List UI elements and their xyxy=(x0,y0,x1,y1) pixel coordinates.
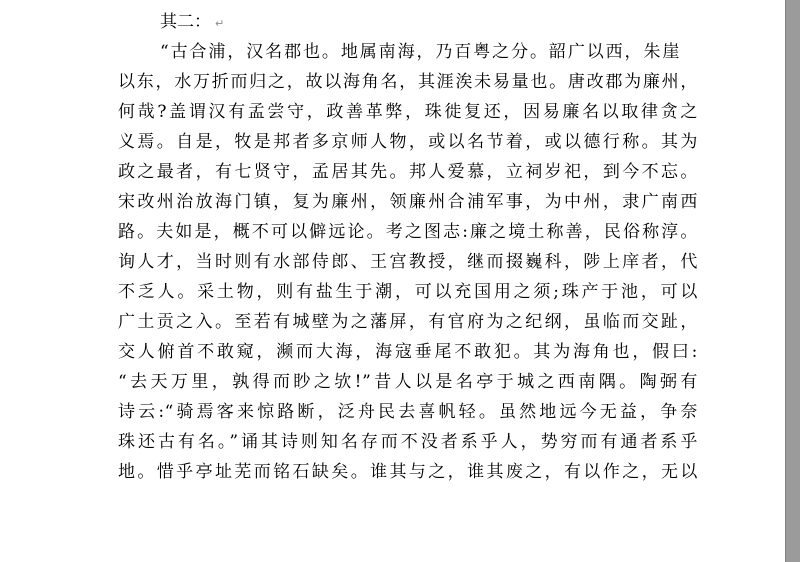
text-line-11: 交人俯首不敢窥，濒而大海，海寇垂尾不敢犯。其为海角也，假曰: xyxy=(118,342,698,362)
app-background xyxy=(786,0,800,562)
text-line-3: 何哉?盖谓汉有孟尝守，政善革弊，珠徙复还，因易廉名以取律贪之 xyxy=(118,102,698,122)
text-line-12: “去天万里，孰得而眇之欤!”昔人以是名亭于城之西南隅。陶弼有 xyxy=(118,372,698,392)
text-line-9: 不乏人。采土物，则有盐生于潮，可以充国用之须;珠产于池，可以 xyxy=(118,282,698,302)
text-line-2: 以东，水万折而归之，故以海角名，其涯涘未易量也。唐改郡为廉州， xyxy=(118,72,698,92)
text-line-6: 宋改州治放海门镇，复为廉州，领廉州合浦军事，为中州，隶广南西 xyxy=(118,192,698,212)
text-line-1: “古合浦，汉名郡也。地属南海，乃百粤之分。韶广以西，朱崖 xyxy=(160,42,680,62)
text-line-4: 义焉。自是，牧是邦者多京师人物，或以名节着，或以德行称。其为 xyxy=(118,132,698,152)
text-line-14: 珠还古有名。”诵其诗则知名存而不没者系乎人，势穷而有通者系乎 xyxy=(118,432,698,452)
text-line-7: 路。夫如是，概不可以僻远论。考之图志:廉之境土称善，民俗称淳。 xyxy=(118,222,698,242)
text-line-15: 地。惜乎亭址芜而铭石缺矣。谁其与之，谁其废之，有以作之，无以 xyxy=(118,462,698,482)
paragraph-mark-icon: ↵ xyxy=(215,17,225,30)
text-line-10: 广土贡之入。至若有城壁为之藩屏，有官府为之纪纲，虽临而交趾， xyxy=(118,312,698,332)
text-line-13: 诗云:“骑焉客来惊路断，泛舟民去喜帆轻。虽然地远今无益，争奈 xyxy=(118,402,698,422)
section-heading xyxy=(160,7,224,37)
heading-text: 其二： xyxy=(160,12,211,32)
text-line-5: 政之最者，有七贤守，孟居其先。邦人爱慕，立祠岁祀，到今不忘。 xyxy=(118,162,698,182)
text-line-8: 询人才，当时则有水部侍郎、王宫教授，继而掇巍科，陟上庠者，代 xyxy=(118,252,698,272)
